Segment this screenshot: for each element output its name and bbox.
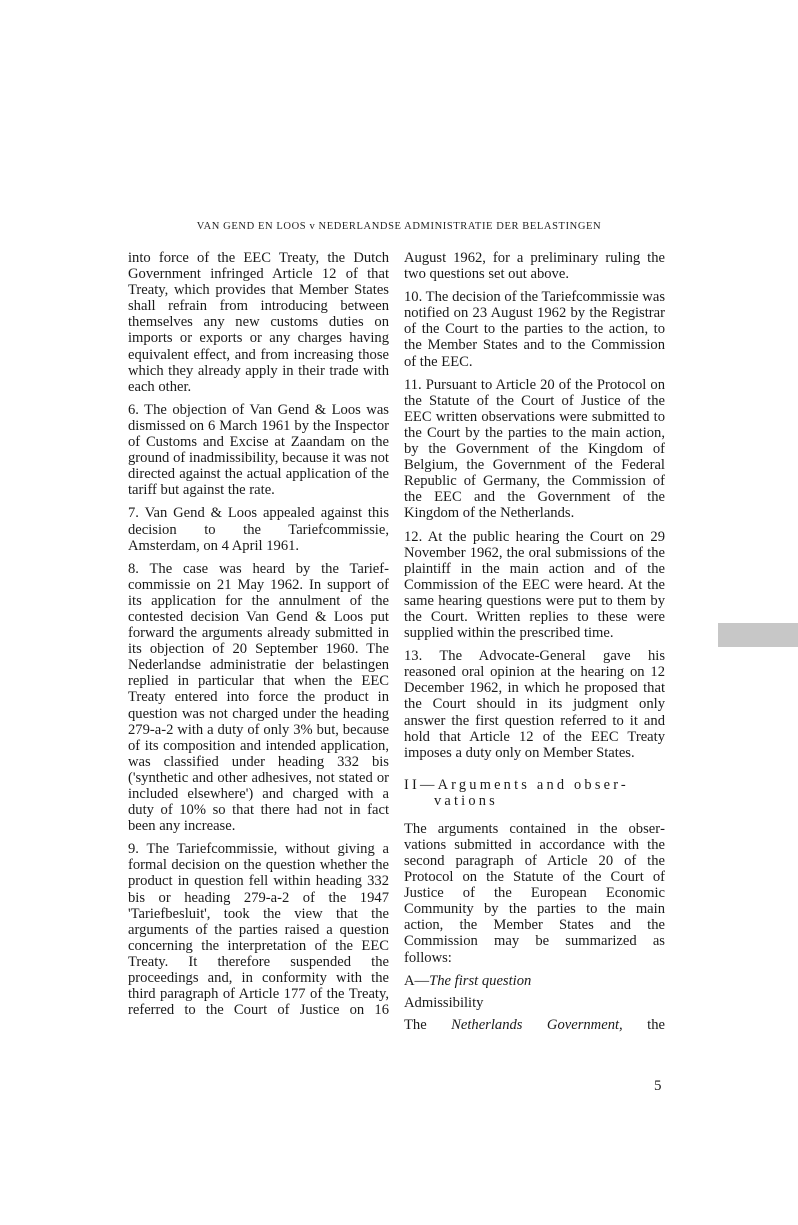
- paragraph-continued-right: August 1962, for a preliminary ruling the two questions set out above.: [404, 250, 665, 283]
- section-heading-arguments: [404, 777, 665, 809]
- subheading-admissibility: Admissibility: [404, 994, 484, 1011]
- paragraph-arguments: The arguments contained in the observations submitted in accordance with the second paragraph of Article 20 of the Protocol on the Statute of the Court of Justice of the European Economic Community by the parties to the main action, the Member States and the Commission may be summarized as follows:: [404, 820, 665, 966]
- section-heading-line1: II—Arguments and obser-: [404, 776, 629, 793]
- paragraph-8: 8. The case was heard by the Tariefcommissie on 21 May 1962. In support of its application for the annulment of the contested decision Van Gend & Loos put forward the arguments already submitted in its objection of 20 September 1960. The Nederlandse administratie der belastingen replied in particular that when the EEC Treaty entered into force the product in question was not charged under the heading 279-a-2 with a duty of only 3% but, because of its composition and intended application, was classified under heading 332 bis ('synthetic and other adhesives, not stated or included elsewhere') and charged with a duty of 10% so that there had not in fact been any increase.: [128, 560, 389, 835]
- last-line-the-2: the: [647, 1016, 665, 1033]
- page-number: 5: [654, 1078, 662, 1094]
- paragraph-12: 12. At the public hearing the Court on 29 November 1962, the oral submissions of the plaintiff in the main action and of the Commission of the EEC were heard. At the same hearing questions were put to them by the Court. Written replies to these were supplied within the prescribed time.: [404, 528, 665, 642]
- paragraph-9: 9. The Tariefcommissie, without giving a formal decision on the question whether the product in question fell within heading 332 bis or heading 279-a-2 of the 1947 'Tariefbesluit', took the view that the arguments of the parties raised a question concerning the interpretation of the EEC Treaty. It therefore suspended the proceedings and, in conformity with the third paragraph of Article 177 of the Treaty, referred to the Court of Justice on 16: [128, 841, 389, 1019]
- last-line-the: The: [404, 1016, 427, 1033]
- paragraph-continued: into force of the EEC Treaty, the Dutch Government infringed Article 12 of that Treaty, which provides that Member States shall refrain from introducing between themselves any new customs duties on imports or exports or any charges having equivalent effect, and from increasing those which they already apply in their trade with each other.: [128, 250, 389, 395]
- paragraph-7: 7. Van Gend & Loos appealed against this decision to the Tariefcommissie, Amsterdam, on 4 April 1961.: [128, 505, 389, 554]
- paragraph-10: 10. The decision of the Tariefcommissie was notified on 23 August 1962 by the Registrar of the Court to the parties to the action, to the Member States and to the Commission of the EEC.: [404, 289, 665, 370]
- running-header: VAN GEND EN LOOS v NEDERLANDSE ADMINISTRATIE DER BELASTINGEN: [196, 221, 602, 232]
- subheading-prefix: A—: [404, 972, 430, 989]
- left-column: [128, 250, 389, 1025]
- subheading-title: The first question: [429, 972, 532, 989]
- paragraph-13: 13. The Advocate-General gave his reasoned oral opinion at the hearing on 12 December 1962, in which he proposed that the Court should in its judgment only answer the first question referred to it and hold that Article 12 of the EEC Treaty imposes a duty only on Member States.: [404, 648, 665, 761]
- right-column: [404, 250, 665, 1033]
- paragraph-6: 6. The objection of Van Gend & Loos was dismissed on 6 March 1961 by the Inspector of Customs and Excise at Zaandam on the ground of inadmissibility, because it was not directed against the actual application of the tariff but against the rate.: [128, 401, 389, 499]
- paragraph-netherlands-start: [404, 1017, 665, 1033]
- side-tab-marker: [718, 623, 798, 647]
- subheading-first-question: [404, 973, 665, 989]
- paragraph-11: 11. Pursuant to Article 20 of the Protocol on the Statute of the Court of Justice of the EEC written observations were submitted to the Court by the parties to the main action, by the Government of the Kingdom of Belgium, the Government of the Federal Republic of Germany, the Commission of the EEC and the Government of the Kingdom of the Netherlands.: [404, 376, 665, 522]
- last-line-netherlands: Netherlands Government,: [451, 1016, 623, 1033]
- section-heading-line2: vations: [434, 792, 498, 809]
